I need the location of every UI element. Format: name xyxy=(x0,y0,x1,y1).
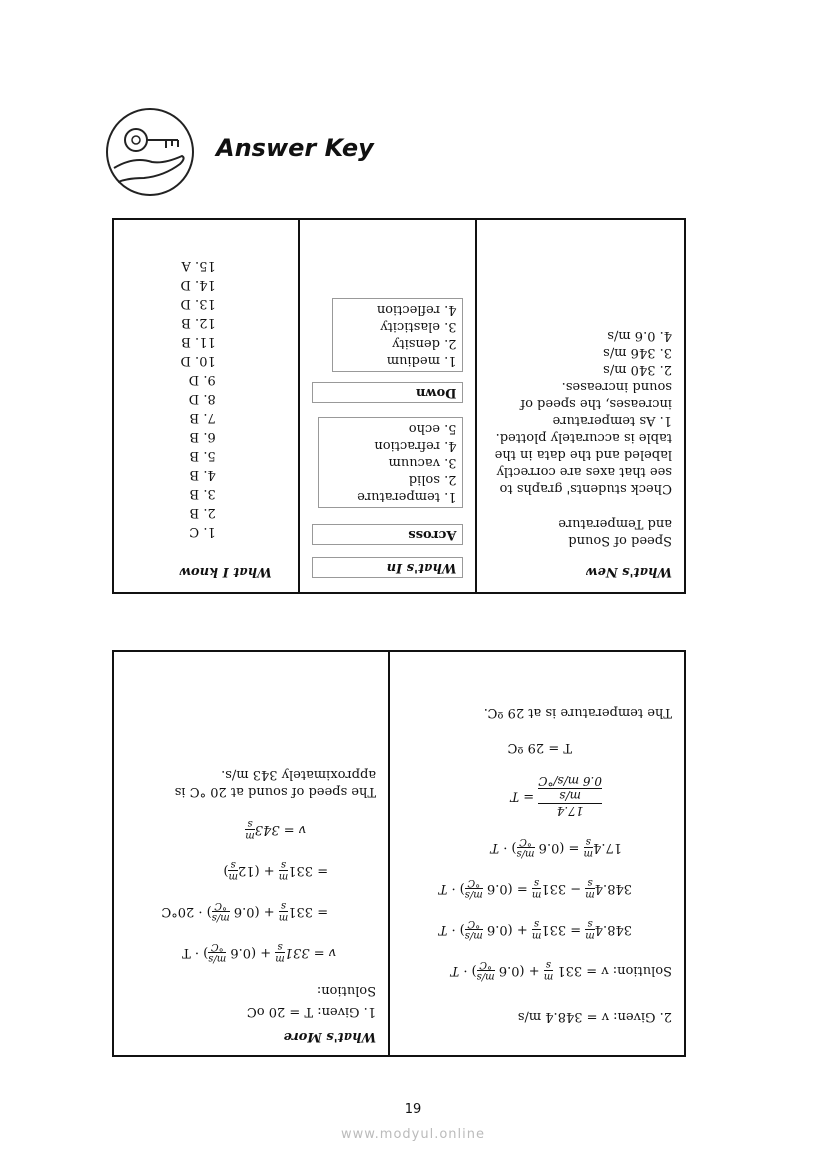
equation: 17.4 m/s 0.6 m/s/°C = T xyxy=(510,774,602,818)
answer-text: Speed of Sound and Temperature xyxy=(558,516,672,548)
whats-more-column xyxy=(114,652,390,1055)
answer-item: 9. D xyxy=(188,372,216,387)
answer-table-bottom xyxy=(112,650,686,1057)
list-item: 3. vacuum xyxy=(388,455,457,470)
down-list xyxy=(332,298,464,372)
list-item: 5. echo xyxy=(408,421,457,436)
answer-text: 3. 346 m/s xyxy=(603,345,672,360)
answer-item: 11. B xyxy=(181,334,216,349)
list-item: 4. reflection xyxy=(376,302,457,317)
fraction: m/s °C xyxy=(476,959,495,982)
equation: 348.4 m s − 331 m s = (0.6 m/s °C ) · T xyxy=(438,877,632,900)
equation: 17.4 m s = (0.6 m/s °C ) · T xyxy=(490,836,622,859)
answer-text: 2. 340 m/s xyxy=(603,362,672,377)
answer-text: Check students' graphs to see that axes are correctly labeled and the data in the table is accurately plotted. xyxy=(494,430,672,496)
eq-text: 348.4 xyxy=(594,922,632,937)
eq-text: = 331 xyxy=(288,904,329,919)
section-heading: What's New xyxy=(586,564,672,579)
answer-item: 14. D xyxy=(180,277,216,292)
answer-list xyxy=(126,256,286,541)
eq-text: 348.4 xyxy=(594,881,632,896)
key-in-hand-icon xyxy=(104,106,196,198)
answer-text: 1. As temperature increases, the speed of sound increases. xyxy=(520,379,672,428)
equation: v = 343 m s xyxy=(245,818,307,841)
answer-item: 8. D xyxy=(188,391,216,406)
eq-text: v = 343 xyxy=(254,822,307,837)
answer-item: 7. B xyxy=(189,410,216,425)
list-item: 4. refraction xyxy=(374,438,457,453)
answer-item: 13. D xyxy=(180,296,216,311)
eq-text: · 20°C xyxy=(161,904,203,919)
answer-item: 4. B xyxy=(189,467,216,482)
list-item: 1. temperature xyxy=(357,489,457,504)
equation: = 331 m s + (0.6 m/s °C ) · 20°C xyxy=(161,900,329,923)
section-heading: What I know xyxy=(179,564,272,579)
conclusion-text: The speed of sound at 20 °C is approximately 343 m/s. xyxy=(174,767,377,799)
equation: Solution: v = 331 m s + (0.6 m/s °C ) · T xyxy=(450,959,672,982)
section-heading: What's More xyxy=(283,1029,377,1044)
page-number: 19 xyxy=(404,1102,422,1117)
eq-text: · T xyxy=(182,945,200,960)
answer-item: 15. A xyxy=(181,258,216,273)
across-label: Across xyxy=(312,524,464,545)
list-item: 2. solid xyxy=(408,472,457,487)
eq-text: Solution: v = 331 xyxy=(557,963,672,978)
eq-text: = 331 xyxy=(288,863,329,878)
eq-text: (12 xyxy=(237,863,260,878)
equation: = 331 m s + (12 m s ) xyxy=(223,859,329,882)
given-text: 2. Given: v = 348.4 m/s xyxy=(517,1009,672,1024)
answer-table-top xyxy=(112,218,686,594)
eq-text: 17.4 xyxy=(538,803,602,818)
answer-text: 4. 0.6 m/s xyxy=(607,328,672,343)
list-item: 2. density xyxy=(392,336,457,351)
equation: T = 29 ºC xyxy=(507,740,572,755)
fraction: m s xyxy=(543,959,554,982)
answer-item: 2. B xyxy=(189,505,216,520)
answer-item: 10. D xyxy=(180,353,216,368)
section-heading: What's In xyxy=(312,557,464,578)
conclusion-text: The temperature is at 29 ºC. xyxy=(483,705,672,720)
list-item: 1. medium xyxy=(386,353,457,368)
eq-text: v = 331 xyxy=(284,945,337,960)
equation: v = 331 m s + (0.6 m/s °C ) · T xyxy=(182,941,337,964)
equation: 348.4 m s = 331 m s + (0.6 m/s °C ) · T xyxy=(438,918,632,941)
item-2-column xyxy=(390,652,684,1055)
down-label: Down xyxy=(312,382,464,403)
across-list xyxy=(318,417,464,508)
solution-label: Solution: xyxy=(316,983,377,998)
eq-text: 17.4 xyxy=(593,840,622,855)
whats-in-column xyxy=(300,220,478,592)
list-item: 3. elasticity xyxy=(380,319,457,334)
answer-item: 12. B xyxy=(181,315,216,330)
what-i-know-column xyxy=(114,220,300,592)
answer-item: 1. C xyxy=(189,524,216,539)
answer-item: 5. B xyxy=(189,448,216,463)
answer-item: 3. B xyxy=(189,486,216,501)
whats-new-column xyxy=(477,220,684,592)
answer-item: 6. B xyxy=(189,429,216,444)
given-text: 1. Given: T = 20 oC xyxy=(246,1004,377,1019)
watermark: www.modyul.online xyxy=(340,1127,486,1142)
page-title: Answer Key xyxy=(216,134,374,162)
